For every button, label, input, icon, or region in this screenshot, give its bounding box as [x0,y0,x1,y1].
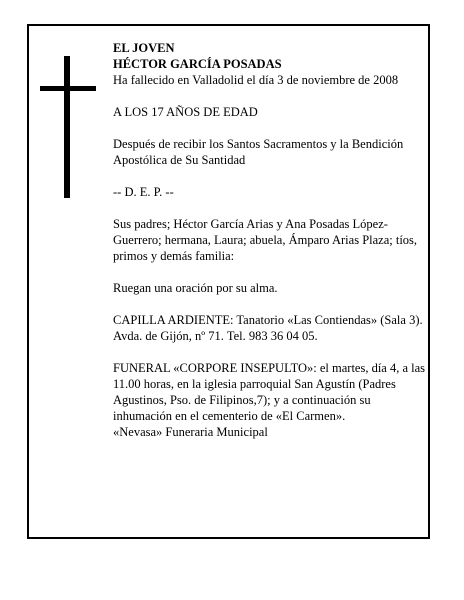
chapel-line: CAPILLA ARDIENTE: Tanatorio «Las Contiendas» (Sala 3). Avda. de Gijón, nº 71. Tel. 983 36 04 05. [113,313,423,343]
sacraments-line: Después de recibir los Santos Sacramentos y la Bendición Apostólica de Su Santidad [113,137,404,167]
title-line-1: EL JOVEN [113,41,175,55]
age-line: A LOS 17 AÑOS DE EDAD [113,105,258,119]
family-line: Sus padres; Héctor García Arias y Ana Posadas López-Guerrero; hermana, Laura; abuela, Ámparo Arias Plaza; tíos, primos y demás familia: [113,217,418,263]
obituary-text [113,40,429,440]
rip-line: -- D. E. P. -- [113,185,174,199]
death-announcement: Ha fallecido en Valladolid el día 3 de noviembre de 2008 [113,73,399,87]
cross-icon-bar [40,86,96,91]
cross-icon [64,56,70,198]
prayer-line: Ruegan una oración por su alma. [113,281,278,295]
funeral-line: FUNERAL «CORPORE INSEPULTO»: el martes, día 4, a las 11.00 horas, en la iglesia parroquial San Agustín (Padres Agustinos, Pso. de Filipinos,7); y a continuación su inhumación en el cementerio de «El Carmen». [113,361,426,423]
deceased-name: HÉCTOR GARCÍA POSADAS [113,57,282,71]
funeral-home-line: «Nevasa» Funeraria Municipal [113,425,268,439]
